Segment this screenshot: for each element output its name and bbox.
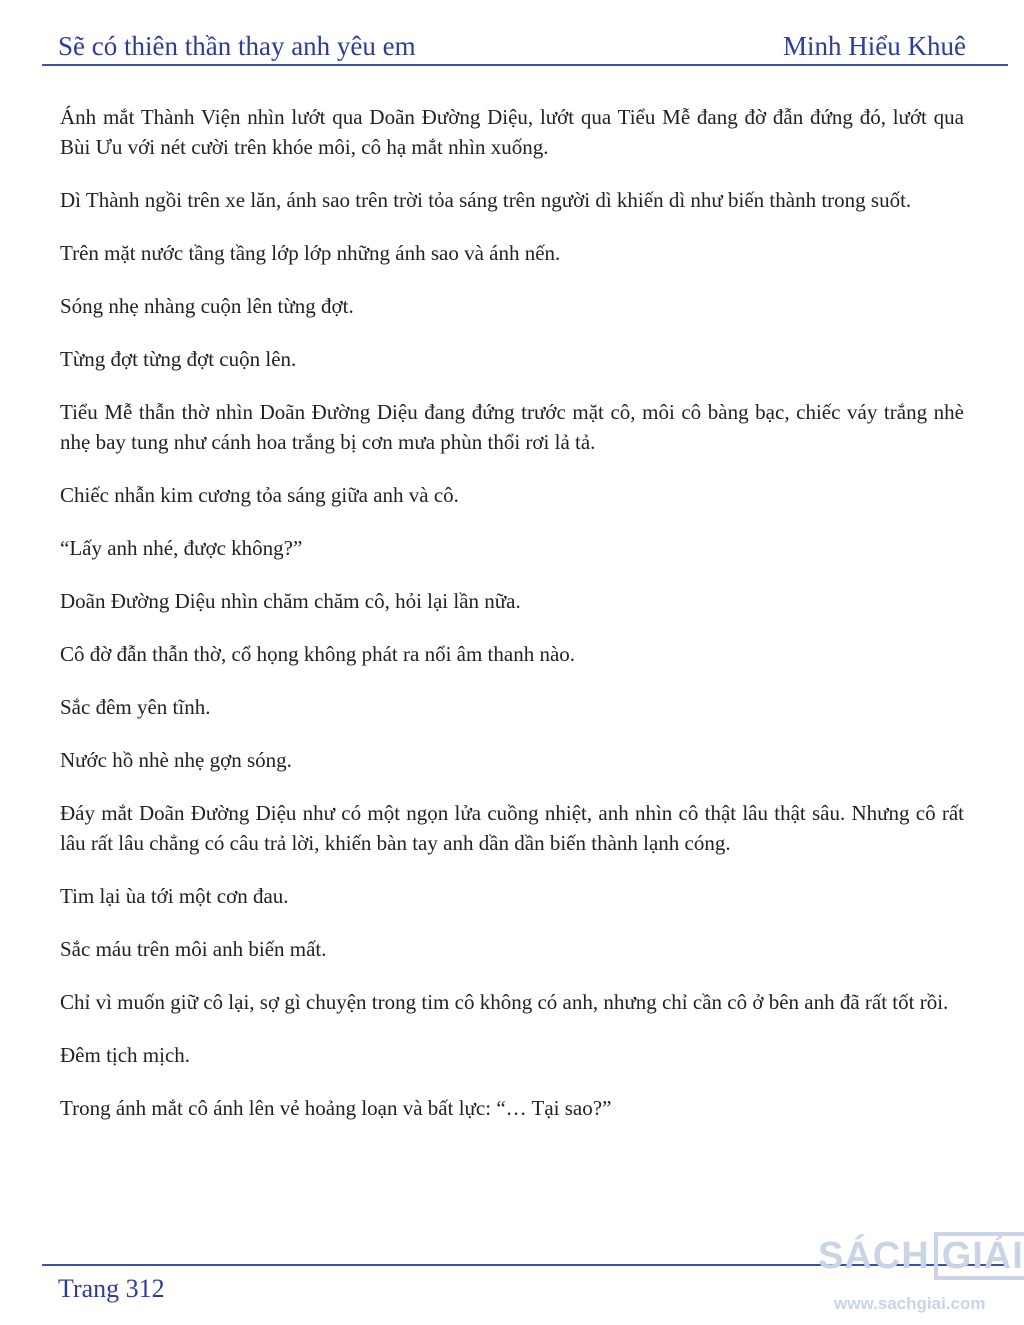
watermark-logo-box: GIẢI [934, 1232, 1024, 1280]
paragraph: Dì Thành ngồi trên xe lăn, ánh sao trên trời tỏa sáng trên người dì khiến dì như biến thành trong suốt. [60, 188, 912, 212]
page-header [58, 24, 966, 62]
paragraph: Trên mặt nước tầng tầng lớp lớp những ánh sao và ánh nến. [60, 241, 561, 265]
paragraph: Từng đợt từng đợt cuộn lên. [60, 347, 297, 371]
paragraph: Cô đờ đẫn thẫn thờ, cổ họng không phát ra nổi âm thanh nào. [60, 642, 576, 666]
paragraph: Tim lại ùa tới một cơn đau. [60, 884, 289, 908]
paragraph: Sắc máu trên môi anh biến mất. [60, 937, 327, 961]
paragraph: Chỉ vì muốn giữ cô lại, sợ gì chuyện trong tim cô không có anh, nhưng chỉ cần cô ở bên anh đã rất tốt rồi. [60, 990, 949, 1014]
paragraph: Tiểu Mễ thẫn thờ nhìn Doãn Đường Diệu đang đứng trước mặt cô, môi cô bàng bạc, chiếc váy trắng nhè nhẹ bay tung như cánh hoa trắng bị cơn mưa phùn thổi rơi lả tả. [60, 400, 964, 454]
watermark-logo [818, 1232, 1024, 1280]
page-number: Trang 312 [58, 1274, 165, 1303]
paragraph: Trong ánh mắt cô ánh lên vẻ hoảng loạn và bất lực: “… Tại sao?” [60, 1096, 612, 1120]
watermark [818, 1230, 1024, 1325]
watermark-logo-text: SÁCH [818, 1234, 930, 1277]
paragraph: “Lấy anh nhé, được không?” [60, 536, 303, 560]
watermark-url: www.sachgiai.com [834, 1294, 986, 1313]
paragraph: Nước hồ nhè nhẹ gợn sóng. [60, 748, 292, 772]
paragraph: Đêm tịch mịch. [60, 1043, 191, 1067]
paragraph: Doãn Đường Diệu nhìn chăm chăm cô, hỏi lại lần nữa. [60, 589, 521, 613]
book-title: Sẽ có thiên thần thay anh yêu em [58, 31, 416, 61]
page-content [60, 102, 964, 1146]
author-name: Minh Hiểu Khuê [783, 31, 966, 61]
paragraph: Sắc đêm yên tĩnh. [60, 695, 211, 719]
paragraph: Ánh mắt Thành Viện nhìn lướt qua Doãn Đường Diệu, lướt qua Tiểu Mễ đang đờ đẫn đứng đó, lướt qua Bùi Ưu với nét cười trên khóe môi, cô hạ mắt nhìn xuống. [60, 105, 964, 159]
paragraph: Sóng nhẹ nhàng cuộn lên từng đợt. [60, 294, 354, 318]
header-divider [42, 64, 1008, 66]
paragraph: Đáy mắt Doãn Đường Diệu như có một ngọn lửa cuồng nhiệt, anh nhìn cô thật lâu thật sâu. Nhưng cô rất lâu rất lâu chẳng có câu trả lời, khiến bàn tay anh dần dần biến thành lạnh cóng. [60, 801, 964, 855]
paragraph: Chiếc nhẫn kim cương tỏa sáng giữa anh và cô. [60, 483, 459, 507]
